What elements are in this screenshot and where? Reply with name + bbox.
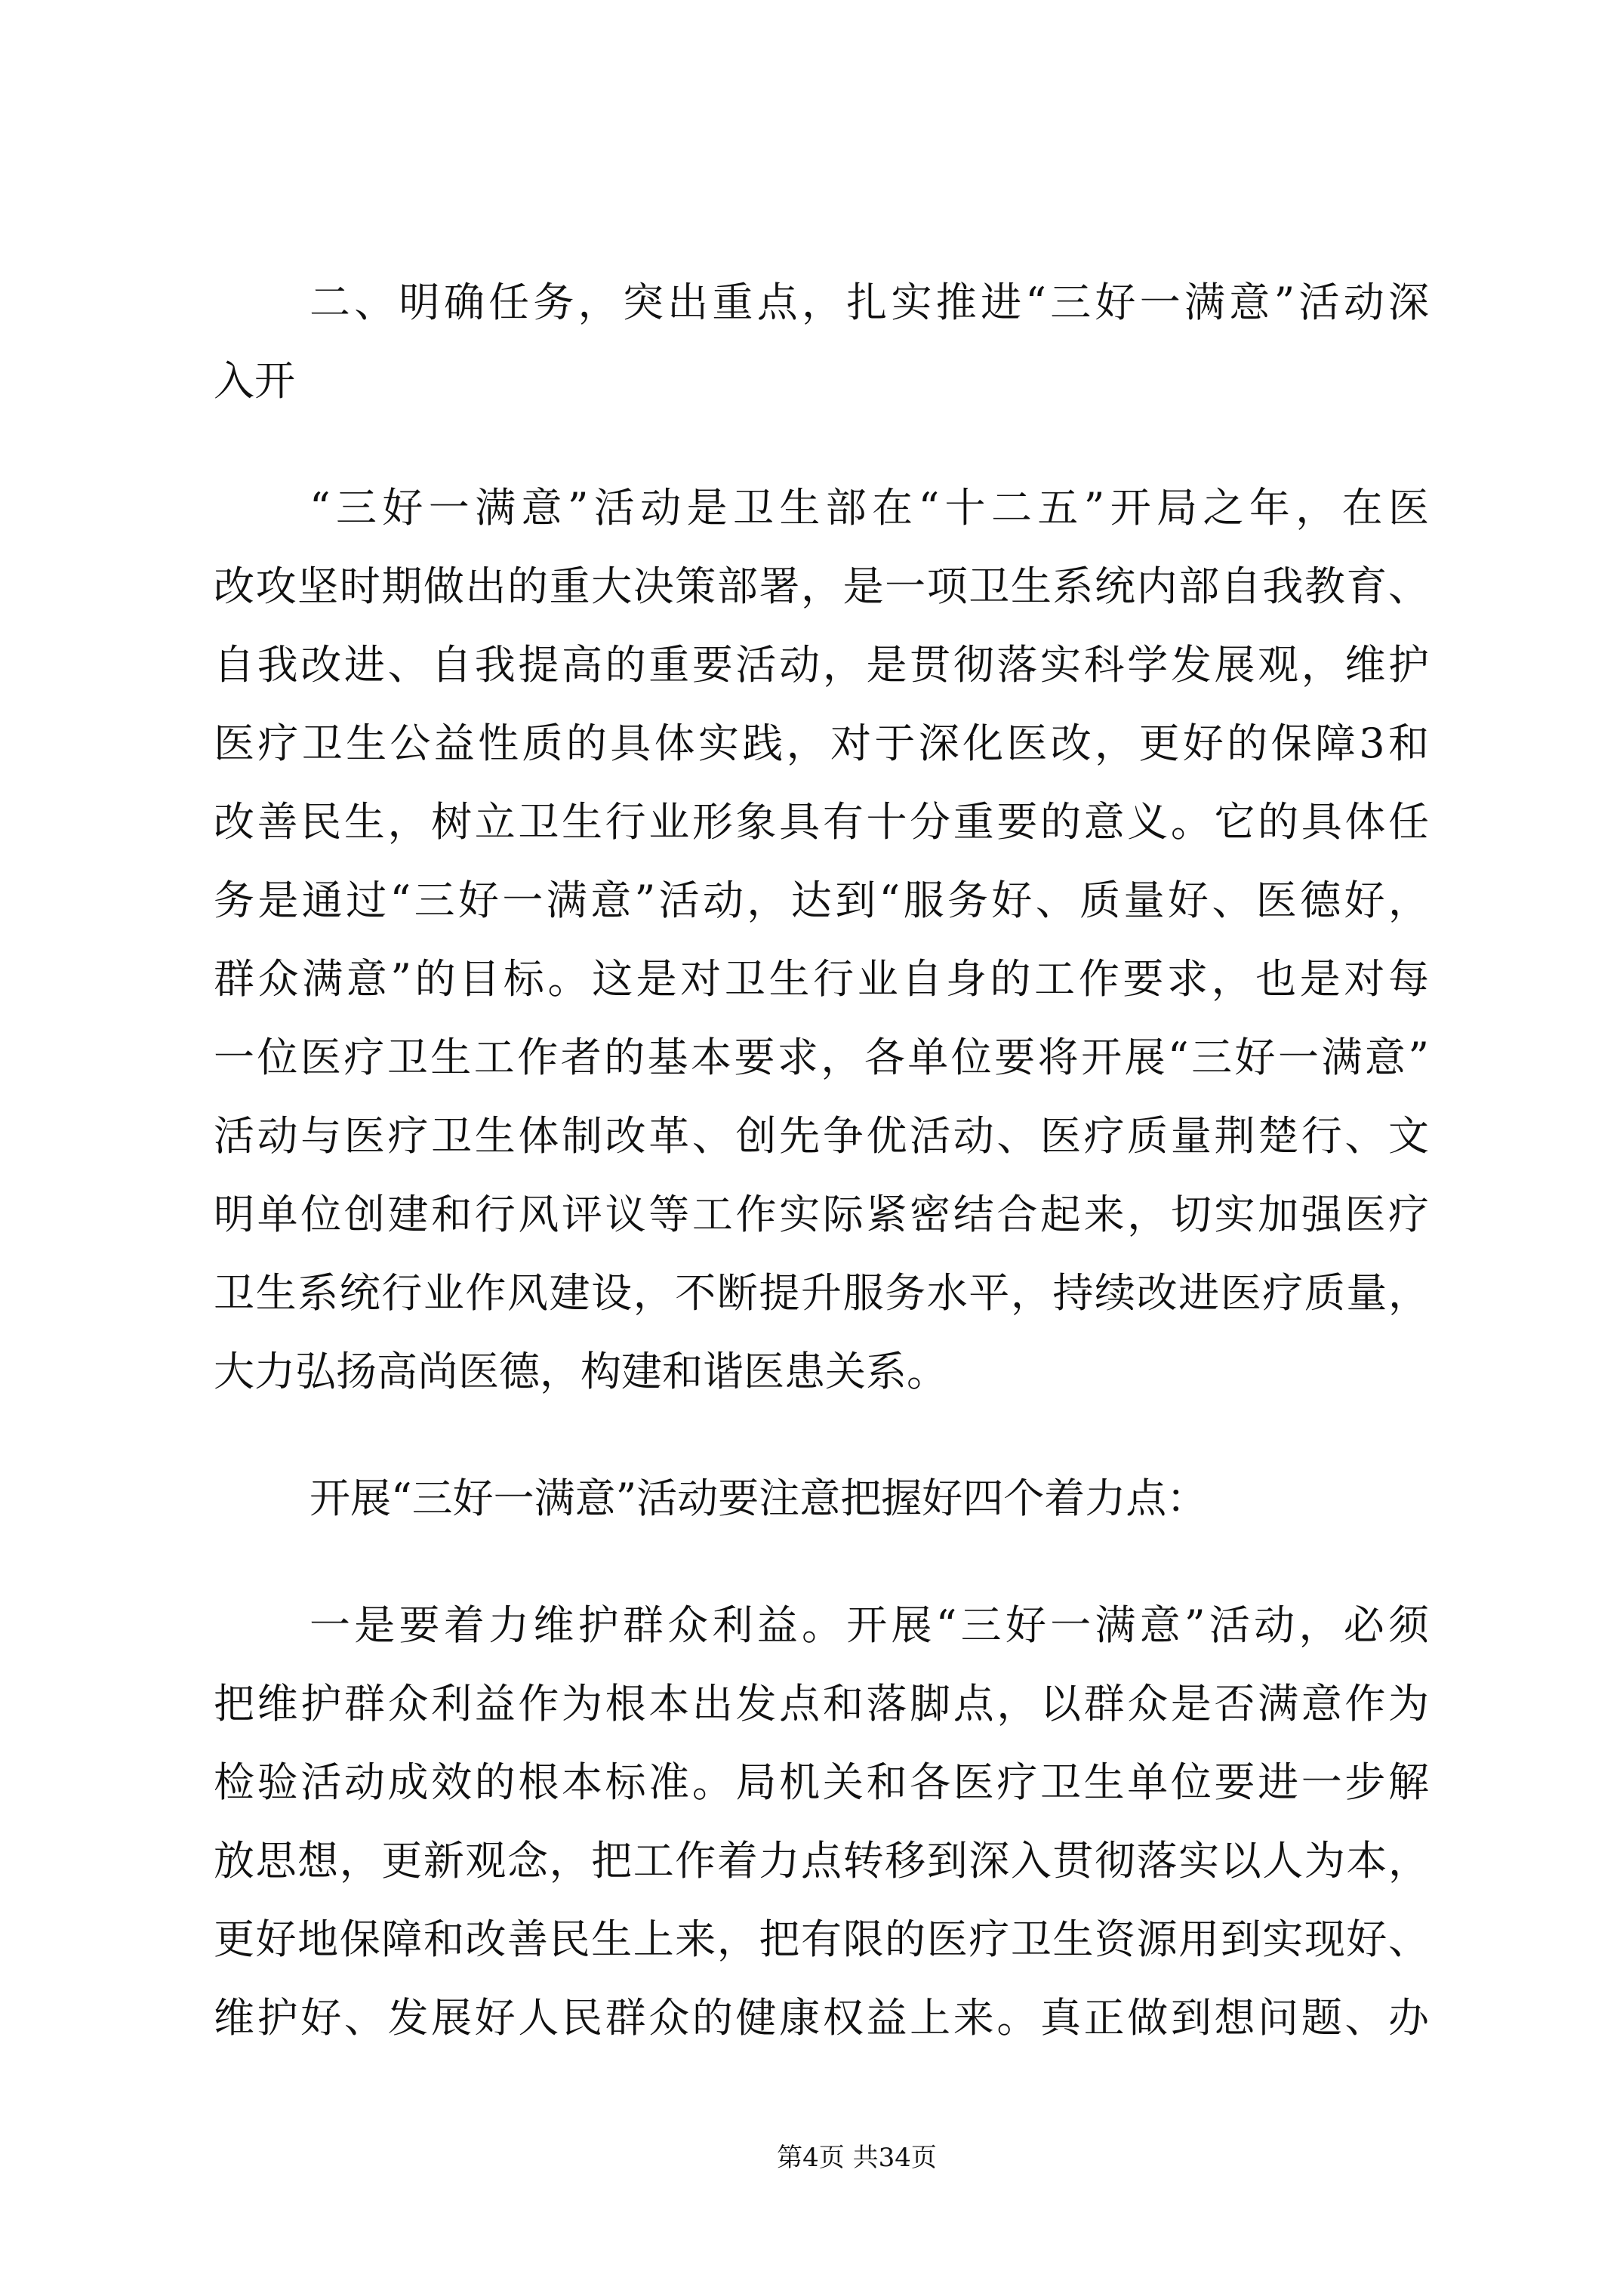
text-line: 一位医疗卫生工作者的基本要求，各单位要将开展“三好一满意” [214,1034,1429,1081]
text-line: 卫生系统行业作风建设，不断提升服务水平，持续改进医疗质量， [214,1269,1429,1317]
text-line: 二、明确任务，突出重点，扎实推进“三好一满意”活动深 [310,279,1429,326]
text-line: 把维护群众利益作为根本出发点和落脚点，以群众是否满意作为 [214,1680,1429,1727]
text-line: 入开 [214,357,295,405]
paragraph [214,1459,1429,1538]
text-line: 自我改进、自我提高的重要活动，是贯彻落实科学发展观，维护 [214,641,1429,689]
text-line: 维护好、发展好人民群众的健康权益上来。真正做到想问题、办 [214,1994,1429,2042]
text-line: 一是要着力维护群众利益。开展“三好一满意”活动，必须 [310,1601,1429,1649]
text-line: 放思想，更新观念，把工作着力点转移到深入贯彻落实以人为本， [214,1837,1429,1885]
text-line: 明单位创建和行风评议等工作实际紧密结合起来，切实加强医疗 [214,1191,1429,1238]
text-line: “三好一满意”活动是卫生部在“十二五”开局之年，在医 [310,484,1429,532]
text-line: 务是通过“三好一满意”活动，达到“服务好、质量好、医德好， [214,877,1429,924]
text-line: 活动与医疗卫生体制改革、创先争优活动、医疗质量荆楚行、文 [214,1112,1429,1160]
text-line: 改攻坚时期做出的重大决策部署，是一项卫生系统内部自我教育、 [214,562,1429,610]
paragraph [214,264,1429,421]
text-line: 大力弘扬高尚医德，构建和谐医患关系。 [214,1348,947,1395]
body-text [214,264,1429,2057]
text-line: 更好地保障和改善民生上来，把有限的医疗卫生资源用到实现好、 [214,1915,1429,1963]
page-footer: 第4页 共34页 [777,2143,937,2173]
text-line: 群众满意”的目标。这是对卫生行业自身的工作要求，也是对每 [214,955,1429,1003]
paragraph [214,1586,1429,2057]
text-line: 开展“三好一满意”活动要注意把握好四个着力点： [310,1475,1208,1522]
paragraph [214,469,1429,1411]
text-line: 改善民生，树立卫生行业形象具有十分重要的意义。它的具体任 [214,798,1429,846]
text-line: 检验活动成效的根本标准。局机关和各医疗卫生单位要进一步解 [214,1758,1429,1806]
text-line: 医疗卫生公益性质的具体实践，对于深化医改，更好的保障3和 [214,720,1429,767]
